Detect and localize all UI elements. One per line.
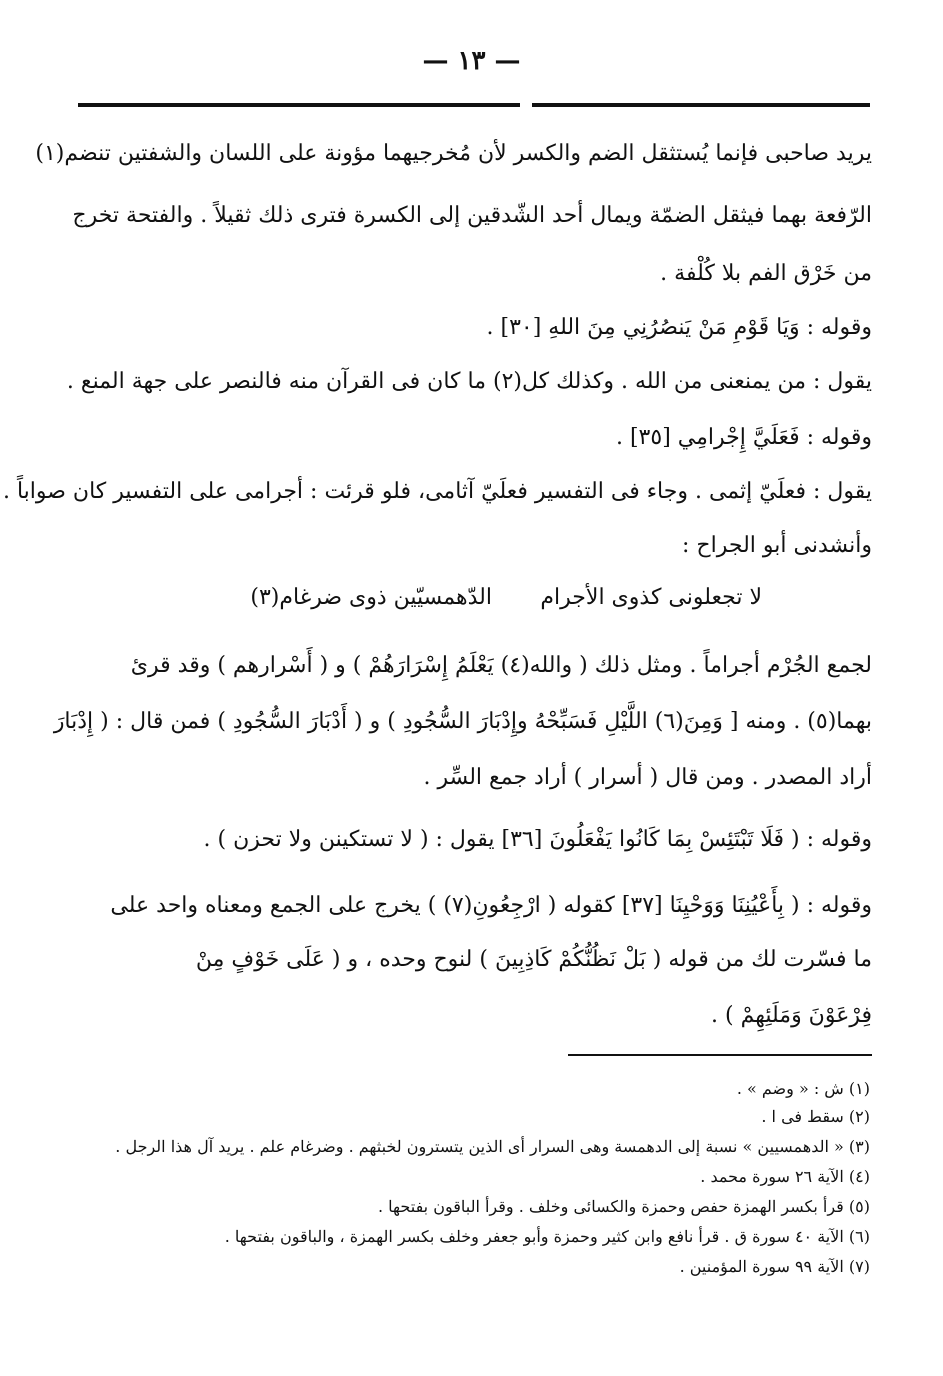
body-line: لجمع الجُرْم أجراماً . ومثل ذلك ( والله(٤) يَعْلَمُ إِسْرَارَهُمْ ) و ( أَسْرارهم ) وقد قرئ <box>130 653 872 678</box>
body-line: يقول : فعلَيّ إثمى . وجاء فى التفسير فعلَيّ آثامى، فلو قرئت : أجرامى على التفسير كان صواباً . <box>2 479 872 504</box>
body-line: الرّفعة بهما فيثقل الضمّة ويمال أحد الشّدقين إلى الكسرة فترى ذلك ثقيلاً . والفتحة تخرج <box>72 203 872 228</box>
header-rule <box>78 103 870 107</box>
footnote: (٢) سقط فى ا . <box>761 1107 870 1126</box>
footnote-rule <box>568 1054 872 1056</box>
footnote: (٦) الآية ٤٠ سورة ق . قرأ نافع وابن كثير وحمزة وأبو جعفر وخلف بكسر الهمزة ، والباقون بفتحها . <box>224 1227 870 1246</box>
body-line: يريد صاحبى فإنما يُستثقل الضم والكسر لأن مُخرجيهما مؤونة على اللسان والشفتين تنضم(١) <box>35 141 872 166</box>
body-line: فِرْعَوْنَ وَمَلَئِهِمْ ) . <box>711 1003 872 1028</box>
body-line: وقوله : فَعَلَيَّ إِجْرامِي [٣٥] . <box>615 425 872 450</box>
body-line: من خَرْق الفم بلا كُلْفة . <box>660 261 872 286</box>
verse-hemistich-first: لا تجعلونى كذوى الأجرام <box>540 585 762 610</box>
body-line: أراد المصدر . ومن قال ( أسرار ) أراد جمع السِّر . <box>423 765 872 790</box>
footnote: (٧) الآية ٩٩ سورة المؤمنين . <box>679 1257 870 1276</box>
body-line: وقوله : ( بِأَعْيُنِنَا وَوَحْيِنَا [٣٧] كقوله ( ارْجِعُونِ(٧) ) يخرج على الجمع ومعناه واحد على <box>110 893 872 918</box>
footnote: (٤) الآية ٢٦ سورة محمد . <box>700 1167 870 1186</box>
footnote: (٣) « الدهمسيين » نسبة إلى الدهمسة وهى السرار أى الذين يتسترون لخبثهم . وضرغام علم . يريد آل هذا الرجل . <box>115 1137 870 1156</box>
body-line: ما فسّرت لك من قوله ( بَلْ نَظُنُّكُمْ كَاذِبِينَ ) لنوح وحده ، و ( عَلَى خَوْفٍ مِنْ <box>195 947 872 972</box>
body-line: وأنشدنى أبو الجراح : <box>682 533 872 558</box>
page-number: — ١٣ — <box>422 46 521 76</box>
footnote: (١) ش : « وضم » . <box>736 1079 870 1098</box>
header-rule-gap <box>520 100 532 110</box>
footnote: (٥) قرأ بكسر الهمزة حفص وحمزة والكسائى وخلف . وقرأ الباقون بفتحها . <box>377 1197 870 1216</box>
body-line: يقول : من يمنعنى من الله . وكذلك كل(٢) ما كان فى القرآن منه فالنصر على جهة المنع . <box>66 369 872 394</box>
body-line: وقوله : ( فَلَا تَبْتَئِسْ بِمَا كَانُوا يَفْعَلُونَ [٣٦] يقول : ( لا تستكينن ولا تحزن ) . <box>203 827 872 852</box>
body-line: وقوله : وَيَا قَوْمِ مَنْ يَنصُرُنِي مِنَ اللهِ [٣٠] . <box>486 315 872 340</box>
verse-hemistich-second: الدّهمسيّين ذوى ضرغام(٣) <box>250 585 492 610</box>
body-line: بهما(٥) . ومنه [ وَمِنَ(٦) اللَّيْلِ فَسَبِّحْهُ وإِدْبَارَ السُّجُودِ ) و ( أَدْبَارَ السُّجُودِ ) فمن قال : ( إِدْبَارَ <box>53 709 872 734</box>
